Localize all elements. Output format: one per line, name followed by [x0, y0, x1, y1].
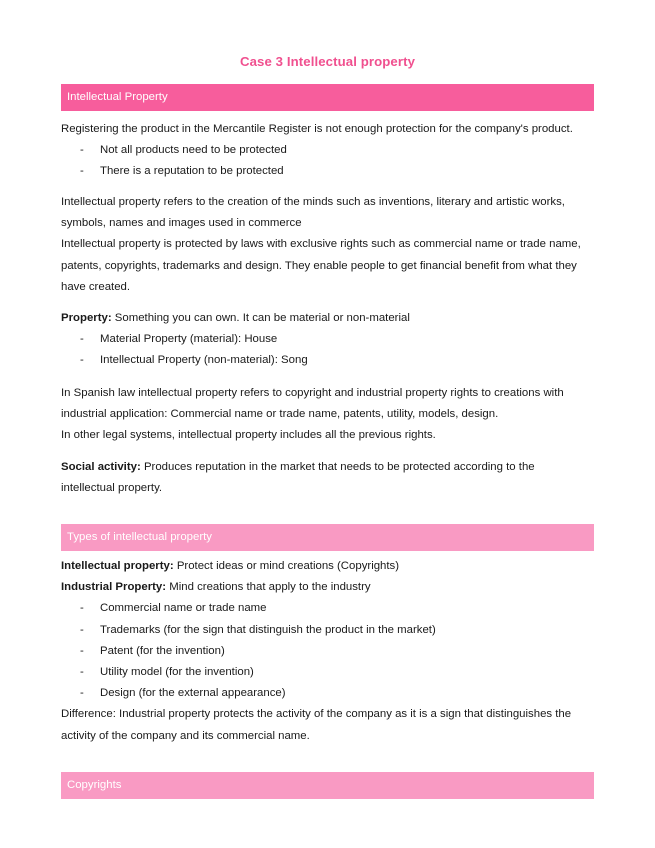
- property-label: Property:: [61, 312, 112, 324]
- social-activity-label: Social activity:: [61, 461, 141, 473]
- section-body-types: [61, 556, 594, 747]
- industrial-type-label: Industrial Property:: [61, 581, 167, 594]
- ip-type-label: Intellectual property:: [61, 560, 174, 572]
- paragraph-property: [61, 308, 594, 372]
- list-item: - Trademarks (for the sign that distinguish the product in the market): [80, 623, 436, 636]
- paragraph-registering: Registering the product in the Mercantile Register is not enough protection for the company's product.: [61, 123, 573, 135]
- paragraph-ip-definition: [61, 192, 594, 298]
- ip-type-text: Protect ideas or mind creations (Copyrights): [173, 560, 400, 572]
- difference-line: activity of the company and its commercial name.: [61, 729, 310, 742]
- paragraph-spanish-law: [61, 383, 594, 447]
- list-item: - Material Property (material): House: [80, 333, 278, 346]
- text-line: Intellectual property is protected by laws with exclusive rights such as commercial name or trade name,: [61, 238, 581, 251]
- text-line: have created.: [61, 280, 131, 293]
- list-item: - Design (for the external appearance): [80, 687, 286, 700]
- document-title: Case 3 Intellectual property: [239, 54, 416, 69]
- industrial-type-line: [61, 577, 594, 598]
- bullet-list-industrial: [61, 598, 594, 704]
- difference-line: Difference: Industrial property protects the activity of the company as it is a sign that distinguishes the: [61, 708, 572, 721]
- text-line: patents, copyrights, trademarks and design. They enable people to get financial benefit from what they: [61, 259, 577, 272]
- property-definition: [61, 308, 594, 329]
- bullet-list-property: [61, 329, 594, 371]
- industrial-type-text: Mind creations that apply to the industry: [166, 581, 371, 594]
- social-activity-text: Produces reputation in the market that needs to be protected according to the: [140, 461, 535, 473]
- section-header-intellectual-property: Intellectual Property: [61, 84, 594, 111]
- list-item: - Intellectual Property (non-material): Song: [80, 354, 308, 367]
- text-line: symbols, names and images used in commerce: [61, 217, 302, 230]
- section-header-copyrights: Copyrights: [61, 772, 594, 799]
- list-item: - Patent (for the invention): [80, 644, 225, 657]
- text-line: In other legal systems, intellectual property includes all the previous rights.: [61, 429, 436, 442]
- text-line: In Spanish law intellectual property refers to copyright and industrial property rights to creations with: [61, 387, 564, 399]
- text-line: intellectual property.: [61, 482, 163, 495]
- ip-type-line: [61, 556, 594, 577]
- property-text: Something you can own. It can be material or non-material: [111, 312, 410, 324]
- section-body-intellectual-property: [61, 119, 594, 183]
- list-item: - Not all products need to be protected: [80, 144, 287, 157]
- section-header-types: Types of intellectual property: [61, 524, 594, 551]
- list-item: - Commercial name or trade name: [80, 602, 267, 615]
- social-activity-line: [61, 457, 594, 478]
- list-item: - Utility model (for the invention): [80, 666, 254, 679]
- paragraph-social-activity: [61, 457, 594, 499]
- list-item: - There is a reputation to be protected: [80, 165, 284, 178]
- bullet-list-registering: [61, 140, 594, 182]
- text-line: Intellectual property refers to the creation of the minds such as inventions, literary and artistic works,: [61, 196, 565, 208]
- text-line: industrial application: Commercial name or trade name, patents, utility, models, design.: [61, 408, 499, 421]
